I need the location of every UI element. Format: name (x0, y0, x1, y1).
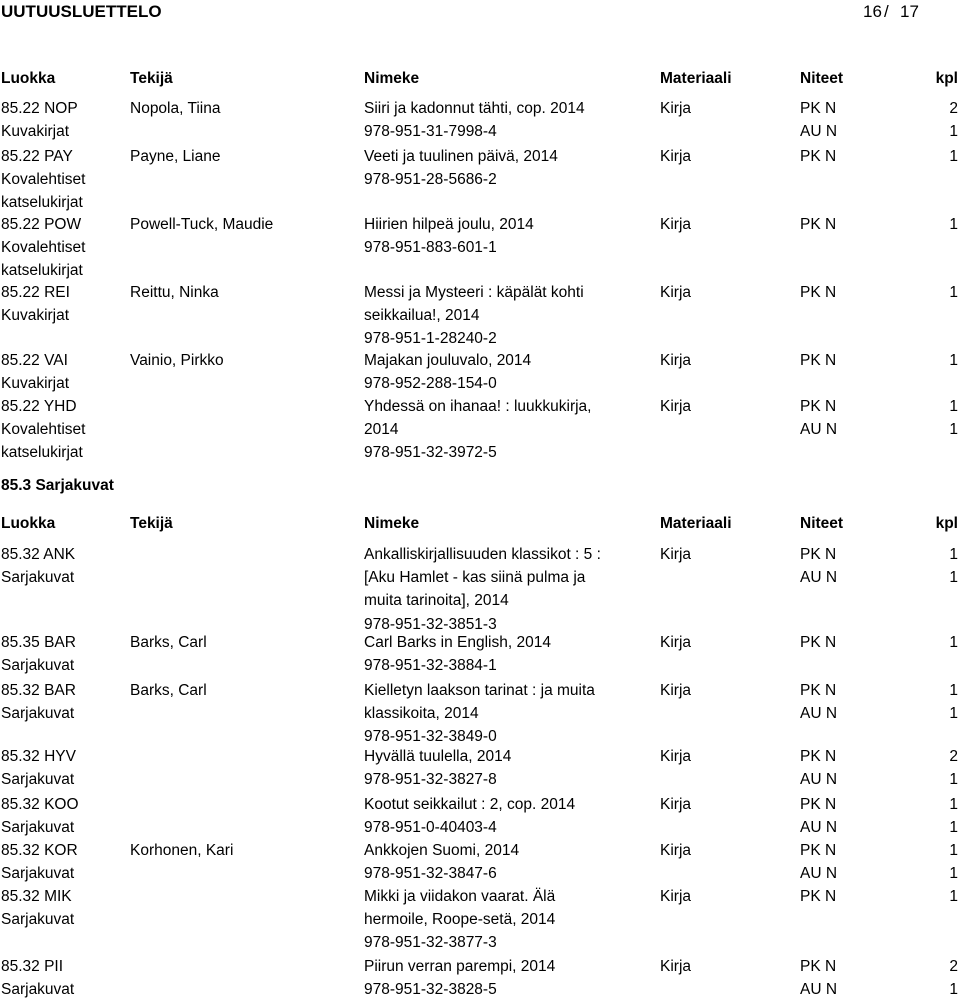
record-isbn: 978-951-0-40403-4 (364, 819, 497, 837)
record-copy-count: 2 (949, 958, 958, 975)
record-luokka-line: 85.35 BAR (1, 634, 76, 651)
record-material: Kirja (660, 352, 692, 369)
record-copy-count: 1 (949, 682, 958, 699)
record-copy-location: PK N (800, 682, 837, 699)
record-title-line: klassikoita, 2014 (364, 705, 479, 723)
record-copy-location: PK N (800, 958, 837, 975)
record-luokka-line: katselukirjat (1, 194, 83, 212)
record-author: Barks, Carl (130, 682, 207, 699)
record-copy-location: AU N (800, 771, 838, 789)
record-title-line: Carl Barks in English, 2014 (364, 634, 551, 651)
section1-header-materiaali: Materiaali (660, 70, 732, 87)
record-material: Kirja (660, 284, 692, 301)
section1-header-kpl: kpl (935, 70, 958, 87)
record-copy-count: 1 (949, 842, 958, 859)
record-luokka-line: Sarjakuvat (1, 981, 75, 999)
record-luokka-line: Kovalehtiset (1, 239, 86, 257)
record-material: Kirja (660, 100, 692, 117)
record-copy-location: PK N (800, 398, 837, 415)
record-isbn: 978-952-288-154-0 (364, 375, 497, 393)
record-copy-location: AU N (800, 705, 838, 723)
record-author: Nopola, Tiina (130, 100, 221, 117)
section2-header-kpl: kpl (935, 515, 958, 532)
record-copy-count: 1 (949, 981, 958, 999)
record-luokka-line: 85.32 KOO (1, 796, 79, 813)
record-copy-count: 1 (949, 284, 958, 301)
record-author: Vainio, Pirkko (130, 352, 224, 369)
record-copy-count: 1 (949, 796, 958, 813)
record-luokka-line: 85.22 NOP (1, 100, 78, 117)
record-isbn: 978-951-1-28240-2 (364, 330, 497, 348)
record-isbn: 978-951-883-601-1 (364, 239, 497, 257)
page-title: UUTUUSLUETTELO (1, 2, 162, 21)
record-luokka-line: Sarjakuvat (1, 771, 75, 789)
record-copy-count: 1 (949, 352, 958, 369)
section2-header-nimeke: Nimeke (364, 515, 420, 532)
record-luokka-line: Sarjakuvat (1, 819, 75, 837)
record-isbn: 978-951-32-3827-8 (364, 771, 497, 789)
record-isbn: 978-951-31-7998-4 (364, 123, 497, 141)
record-copy-location: PK N (800, 352, 837, 369)
record-material: Kirja (660, 888, 692, 905)
record-material: Kirja (660, 748, 692, 765)
record-copy-location: AU N (800, 421, 838, 439)
record-title-line: seikkailua!, 2014 (364, 307, 480, 325)
record-copy-location: PK N (800, 546, 837, 563)
record-isbn: 978-951-32-3849-0 (364, 728, 497, 746)
record-luokka-line: 85.22 YHD (1, 398, 77, 415)
record-material: Kirja (660, 682, 692, 699)
record-material: Kirja (660, 148, 692, 165)
section1-header-niteet: Niteet (800, 70, 844, 87)
record-luokka-line: Sarjakuvat (1, 657, 75, 675)
record-luokka-line: Sarjakuvat (1, 569, 75, 587)
record-title-line: hermoile, Roope-setä, 2014 (364, 911, 556, 929)
section2-header-luokka: Luokka (1, 515, 56, 532)
record-material: Kirja (660, 546, 692, 563)
record-isbn: 978-951-28-5686-2 (364, 171, 497, 189)
record-luokka-line: Kuvakirjat (1, 375, 70, 393)
record-copy-count: 1 (949, 148, 958, 165)
record-title-line: Kielletyn laakson tarinat : ja muita (364, 682, 595, 699)
record-material: Kirja (660, 842, 692, 859)
record-isbn: 978-951-32-3851-3 (364, 615, 497, 633)
record-material: Kirja (660, 796, 692, 813)
record-copy-location: PK N (800, 888, 837, 905)
record-copy-location: AU N (800, 123, 838, 141)
record-luokka-line: 85.32 KOR (1, 842, 78, 859)
record-luokka-line: Kuvakirjat (1, 123, 70, 141)
record-title-line: Kootut seikkailut : 2, cop. 2014 (364, 796, 576, 813)
record-luokka-line: 85.22 PAY (1, 148, 73, 165)
record-copy-location: PK N (800, 796, 837, 813)
record-copy-count: 2 (949, 748, 958, 765)
record-copy-location: PK N (800, 634, 837, 651)
record-luokka-line: 85.22 VAI (1, 352, 68, 369)
record-copy-count: 1 (949, 865, 958, 883)
record-luokka-line: Sarjakuvat (1, 705, 75, 723)
record-title-line: Hiirien hilpeä joulu, 2014 (364, 216, 534, 233)
record-luokka-line: 85.32 BAR (1, 682, 76, 699)
record-author: Payne, Liane (130, 148, 221, 165)
record-luokka-line: katselukirjat (1, 262, 83, 280)
record-material: Kirja (660, 958, 692, 975)
page-number-separator: / (884, 2, 889, 21)
section1-header-tekija: Tekijä (130, 70, 173, 87)
record-isbn: 978-951-32-3828-5 (364, 981, 497, 999)
record-title-line: Hyvällä tuulella, 2014 (364, 748, 512, 765)
record-copy-location: PK N (800, 216, 837, 233)
record-author: Powell-Tuck, Maudie (130, 216, 274, 233)
record-luokka-line: 85.32 PII (1, 958, 64, 975)
record-copy-count: 1 (949, 888, 958, 905)
section-heading: 85.3 Sarjakuvat (1, 477, 114, 494)
record-copy-location: PK N (800, 284, 837, 301)
section1-header-luokka: Luokka (1, 70, 56, 87)
record-copy-location: AU N (800, 569, 838, 587)
record-copy-count: 1 (949, 398, 958, 415)
record-title-line: Veeti ja tuulinen päivä, 2014 (364, 148, 558, 165)
record-copy-location: AU N (800, 865, 838, 883)
record-title-line: Ankalliskirjallisuuden klassikot : 5 : (364, 546, 601, 563)
record-copy-count: 1 (949, 634, 958, 651)
record-copy-location: PK N (800, 100, 837, 117)
record-author: Reittu, Ninka (130, 284, 219, 301)
record-isbn: 978-951-32-3847-6 (364, 865, 497, 883)
section1-header-nimeke: Nimeke (364, 70, 420, 87)
record-copy-location: PK N (800, 842, 837, 859)
record-copy-count: 1 (949, 569, 958, 587)
record-luokka-line: 85.32 ANK (1, 546, 76, 563)
record-luokka-line: Sarjakuvat (1, 865, 75, 883)
record-luokka-line: 85.32 HYV (1, 748, 76, 765)
record-title-line: 2014 (364, 421, 399, 439)
record-copy-count: 1 (949, 216, 958, 233)
record-title-line: Majakan jouluvalo, 2014 (364, 352, 532, 369)
record-title-line: Mikki ja viidakon vaarat. Älä (364, 888, 556, 905)
record-title-line: muita tarinoita], 2014 (364, 592, 509, 610)
record-material: Kirja (660, 216, 692, 233)
section2-header-tekija: Tekijä (130, 515, 173, 532)
record-luokka-line: katselukirjat (1, 444, 83, 462)
record-copy-location: PK N (800, 148, 837, 165)
record-luokka-line: Kovalehtiset (1, 421, 86, 439)
record-copy-count: 2 (949, 100, 958, 117)
record-author: Korhonen, Kari (130, 842, 234, 859)
record-copy-count: 1 (949, 421, 958, 439)
section2-header-niteet: Niteet (800, 515, 844, 532)
section2-header-materiaali: Materiaali (660, 515, 732, 532)
record-luokka-line: Kovalehtiset (1, 171, 86, 189)
record-material: Kirja (660, 634, 692, 651)
record-copy-count: 1 (949, 819, 958, 837)
record-title-line: [Aku Hamlet - kas siinä pulma ja (364, 569, 586, 587)
record-copy-count: 1 (949, 705, 958, 723)
record-material: Kirja (660, 398, 692, 415)
record-title-line: Siiri ja kadonnut tähti, cop. 2014 (364, 100, 585, 117)
record-luokka-line: 85.32 MIK (1, 888, 72, 905)
record-copy-location: AU N (800, 981, 838, 999)
record-luokka-line: 85.22 POW (1, 216, 82, 233)
page-number-current: 16 (863, 2, 882, 21)
record-isbn: 978-951-32-3877-3 (364, 934, 497, 952)
record-copy-count: 1 (949, 546, 958, 563)
record-isbn: 978-951-32-3884-1 (364, 657, 497, 675)
record-title-line: Yhdessä on ihanaa! : luukkukirja, (364, 398, 592, 415)
record-title-line: Messi ja Mysteeri : käpälät kohti (364, 284, 584, 301)
record-luokka-line: Kuvakirjat (1, 307, 70, 325)
record-title-line: Ankkojen Suomi, 2014 (364, 842, 520, 859)
record-luokka-line: 85.22 REI (1, 284, 70, 301)
record-copy-location: AU N (800, 819, 838, 837)
record-copy-count: 1 (949, 771, 958, 789)
record-copy-count: 1 (949, 123, 958, 141)
record-copy-location: PK N (800, 748, 837, 765)
record-author: Barks, Carl (130, 634, 207, 651)
record-title-line: Piirun verran parempi, 2014 (364, 958, 556, 975)
record-luokka-line: Sarjakuvat (1, 911, 75, 929)
record-isbn: 978-951-32-3972-5 (364, 444, 497, 462)
page-number-total: 17 (900, 2, 919, 21)
